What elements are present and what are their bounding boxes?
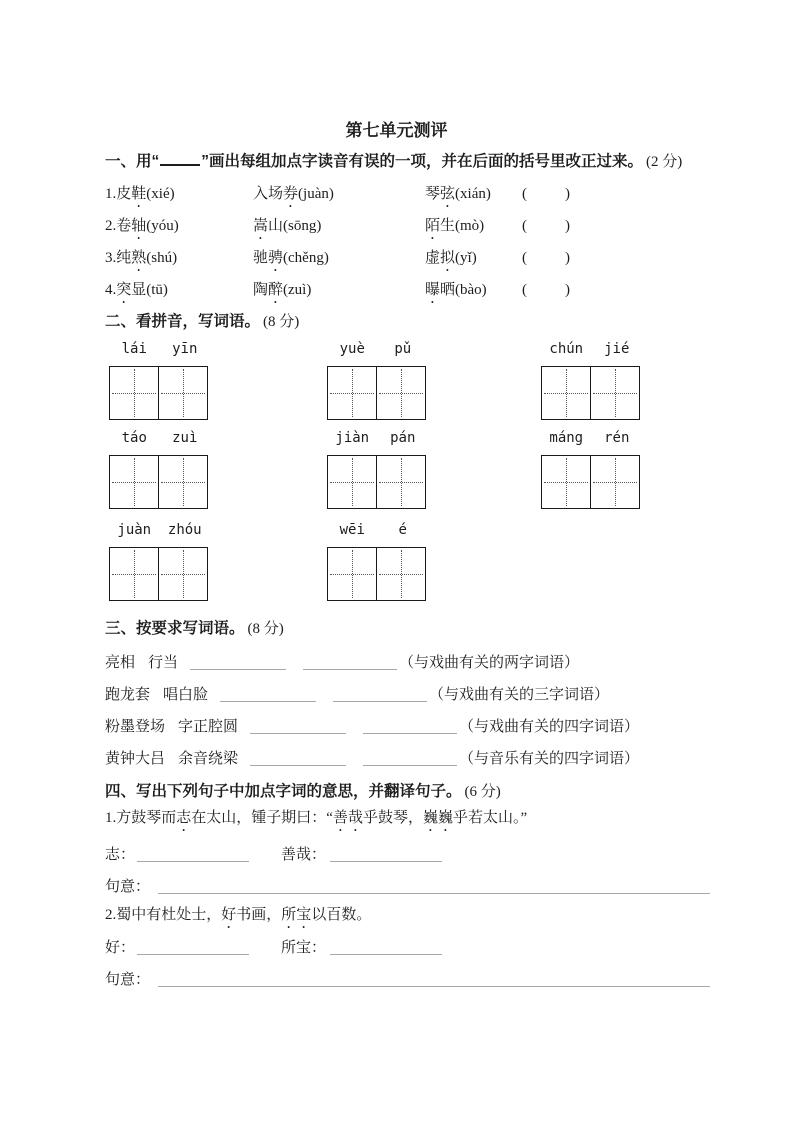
bracket-open: ( [522, 250, 527, 266]
grid-cell [376, 456, 425, 508]
text-segment: (xián) [455, 186, 491, 202]
classical-sentence-1 [105, 806, 710, 835]
example-word: 行当 [148, 655, 179, 671]
grid-cell [110, 367, 158, 419]
pinyin-grid-row-1 [105, 341, 710, 421]
text-segment: 生(mò) [440, 218, 485, 234]
writing-grid-group [109, 341, 210, 420]
emphasis-dotted-text: 醉 [268, 282, 284, 298]
meaning-label: 善哉： [281, 847, 327, 863]
word-item [105, 278, 253, 307]
word-category-line-4 [105, 747, 710, 768]
emphasis-dotted-text: 突 [116, 282, 132, 298]
classical-sentence-2 [105, 903, 710, 932]
section1-heading-pre: 一、用“ [105, 153, 160, 170]
section4-score: (6 分) [464, 784, 501, 800]
section1-score: (2 分) [646, 154, 683, 170]
meaning-label: 志： [105, 847, 136, 863]
translation-line-2 [105, 968, 710, 989]
bracket-close: ) [565, 282, 570, 298]
pronunciation-row-2 [105, 214, 710, 243]
pinyin-grid-row-3 [105, 522, 710, 602]
pinyin-syllable: yuè [339, 341, 365, 357]
character-grid [327, 366, 426, 420]
character-grid [109, 366, 208, 420]
pinyin-syllable: yīn [172, 341, 198, 357]
text-segment: 陶 [253, 282, 269, 298]
example-word: 余音绕梁 [178, 751, 239, 767]
writing-grid-group [327, 430, 428, 509]
text-segment: (yǐ) [455, 250, 477, 266]
pinyin-label [109, 341, 210, 357]
emphasis-dotted-text: 弦 [440, 186, 456, 202]
word-item [105, 246, 253, 275]
translation-label: 句意： [105, 972, 151, 988]
bracket-open: ( [522, 282, 527, 298]
pinyin-syllable: chún [549, 341, 584, 357]
writing-grid-group [541, 341, 642, 420]
grid-cell [328, 456, 376, 508]
text-segment: 虚 [425, 250, 441, 266]
bracket-close: ) [565, 250, 570, 266]
pinyin-syllable: juàn [117, 522, 152, 538]
emphasis-dotted-text: 骋 [268, 250, 284, 266]
word-category-line-1 [105, 651, 710, 672]
text-segment: 书画， [236, 907, 282, 923]
pinyin-syllable: jié [604, 341, 630, 357]
pinyin-label [327, 522, 428, 538]
translation-label: 句意： [105, 879, 151, 895]
pinyin-grid-row-2 [105, 430, 710, 510]
text-segment: 乎若太山。” [453, 810, 528, 826]
word-item [253, 214, 425, 243]
writing-grid-group [541, 430, 642, 509]
category-note: （与戏曲有关的三字词语） [429, 687, 610, 703]
section3-heading [105, 616, 710, 638]
pinyin-syllable: wēi [339, 522, 365, 538]
emphasis-dotted-text: 鞋 [131, 186, 147, 202]
answer-blank [330, 861, 442, 862]
emphasis-dotted-text: 好 [221, 907, 237, 923]
example-word: 粉墨登场 [105, 719, 166, 735]
bracket-close: ) [565, 186, 570, 202]
emphasis-dotted-text: 陌 [425, 218, 441, 234]
answer-blank [363, 765, 457, 766]
bracket-open: ( [522, 186, 527, 202]
character-grid [541, 455, 640, 509]
word-item [105, 182, 253, 211]
pinyin-label [327, 430, 428, 446]
category-note: （与戏曲有关的四字词语） [459, 719, 640, 735]
section1-heading-post: ”画出每组加点字读音有误的一项，并在后面的括号里改正过来。 [201, 153, 644, 170]
pinyin-syllable: jiàn [335, 430, 370, 446]
text-segment: 2.蜀中有杜处士， [105, 907, 222, 923]
grid-cell [328, 367, 376, 419]
grid-cell [590, 367, 639, 419]
answer-blank [333, 701, 427, 702]
word-meaning-line-1 [105, 843, 710, 864]
grid-cell [158, 456, 207, 508]
text-segment: (juàn) [298, 186, 334, 202]
meaning-label: 所宝： [281, 940, 327, 956]
example-word: 黄钟大吕 [105, 751, 166, 767]
text-segment: (yóu) [146, 218, 179, 234]
text-segment: (xié) [146, 186, 175, 202]
emphasis-dotted-text: 所宝 [281, 907, 312, 923]
answer-blank [363, 733, 457, 734]
character-grid [327, 455, 426, 509]
text-segment: 入场 [253, 186, 284, 202]
pinyin-syllable: é [398, 522, 407, 538]
example-word: 唱白脸 [163, 687, 209, 703]
pronunciation-row-3 [105, 246, 710, 275]
word-item [425, 246, 522, 275]
text-segment: 驰 [253, 250, 269, 266]
pinyin-syllable: zuì [172, 430, 198, 446]
section3-heading-text: 三、按要求写词语。 [105, 620, 245, 637]
writing-grid-group [327, 522, 428, 601]
text-segment: 乎鼓琴， [362, 810, 423, 826]
word-item [253, 278, 425, 307]
word-meaning-line-2 [105, 936, 710, 957]
answer-blank-long [158, 986, 710, 987]
answer-bracket [522, 250, 570, 267]
answer-blank [137, 861, 249, 862]
emphasis-dotted-text: 熟 [131, 250, 147, 266]
pinyin-syllable: pán [390, 430, 416, 446]
category-note: （与戏曲有关的两字词语） [399, 655, 580, 671]
character-grid [109, 455, 208, 509]
section1-heading [105, 149, 710, 171]
text-segment: 1.皮 [105, 186, 132, 202]
word-item [253, 246, 425, 275]
answer-blank [250, 765, 346, 766]
grid-cell [542, 456, 590, 508]
section3-score: (8 分) [247, 621, 284, 637]
writing-grid-group [109, 522, 210, 601]
pinyin-label [541, 430, 642, 446]
section2-heading [105, 309, 710, 331]
example-word: 字正腔圆 [178, 719, 239, 735]
emphasis-dotted-text: 巍巍 [422, 810, 453, 826]
answer-blank [303, 669, 397, 670]
writing-grid-group [327, 341, 428, 420]
word-item [425, 278, 522, 307]
section2-score: (8 分) [263, 314, 300, 330]
bracket-open: ( [522, 218, 527, 234]
text-segment: 显(tū) [131, 282, 168, 298]
writing-grid-group [109, 430, 210, 509]
pinyin-syllable: lái [121, 341, 147, 357]
grid-cell [110, 456, 158, 508]
answer-bracket [522, 282, 570, 299]
emphasis-dotted-text: 轴 [131, 218, 147, 234]
page-title: 第七单元测评 [345, 121, 448, 140]
category-note: （与音乐有关的四字词语） [459, 751, 640, 767]
answer-bracket [522, 218, 570, 235]
emphasis-dotted-text: 嵩 [253, 218, 269, 234]
pinyin-label [109, 522, 210, 538]
word-item [425, 182, 522, 211]
text-segment: 山(sōng) [268, 218, 322, 234]
text-segment: 1.方鼓琴而 [105, 810, 177, 826]
text-segment: (chěng) [283, 250, 329, 266]
text-segment: (shú) [146, 250, 178, 266]
answer-blank [220, 701, 316, 702]
grid-cell [542, 367, 590, 419]
pronunciation-row-1 [105, 182, 710, 211]
word-item [253, 182, 425, 211]
pinyin-syllable: táo [121, 430, 147, 446]
example-word: 跑龙套 [105, 687, 151, 703]
text-segment: 在太山，锺子期曰：“ [191, 810, 333, 826]
text-segment: (zuì) [283, 282, 312, 298]
bracket-close: ) [565, 218, 570, 234]
text-segment: 晒(bào) [440, 282, 487, 298]
text-segment: 琴 [425, 186, 441, 202]
pinyin-syllable: máng [549, 430, 584, 446]
answer-blank [137, 954, 249, 955]
word-category-line-3 [105, 715, 710, 736]
text-segment: 2.卷 [105, 218, 132, 234]
pinyin-syllable: rén [604, 430, 630, 446]
pinyin-syllable: zhóu [167, 522, 202, 538]
word-item [425, 214, 522, 243]
answer-blank [190, 669, 286, 670]
pinyin-label [327, 341, 428, 357]
pronunciation-row-4 [105, 278, 710, 307]
character-grid [541, 366, 640, 420]
grid-cell [328, 548, 376, 600]
text-segment: 3.纯 [105, 250, 132, 266]
emphasis-dotted-text: 券 [283, 186, 299, 202]
example-word: 亮相 [105, 655, 136, 671]
section2-heading-text: 二、看拼音，写词语。 [105, 313, 261, 330]
grid-cell [158, 548, 207, 600]
emphasis-dotted-text: 曝 [425, 282, 441, 298]
grid-cell [376, 367, 425, 419]
meaning-label: 好： [105, 940, 136, 956]
emphasis-dotted-text: 善哉 [332, 810, 363, 826]
word-category-line-2 [105, 683, 710, 704]
character-grid [109, 547, 208, 601]
heading-blank-line [160, 152, 200, 166]
text-segment: 以百数。 [311, 907, 372, 923]
word-item [105, 214, 253, 243]
emphasis-dotted-text: 志 [176, 810, 192, 826]
pinyin-syllable: pǔ [394, 341, 412, 357]
emphasis-dotted-text: 拟 [440, 250, 456, 266]
text-segment: 4. [105, 282, 117, 298]
grid-cell [590, 456, 639, 508]
translation-line-1 [105, 875, 710, 896]
answer-blank [330, 954, 442, 955]
section4-heading-text: 四、写出下列句子中加点字词的意思，并翻译句子。 [105, 783, 462, 800]
pinyin-label [541, 341, 642, 357]
grid-cell [158, 367, 207, 419]
section4-heading [105, 779, 710, 801]
character-grid [327, 547, 426, 601]
grid-cell [110, 548, 158, 600]
pinyin-label [109, 430, 210, 446]
answer-blank [250, 733, 346, 734]
grid-cell [376, 548, 425, 600]
answer-bracket [522, 186, 570, 203]
answer-blank-long [158, 893, 710, 894]
